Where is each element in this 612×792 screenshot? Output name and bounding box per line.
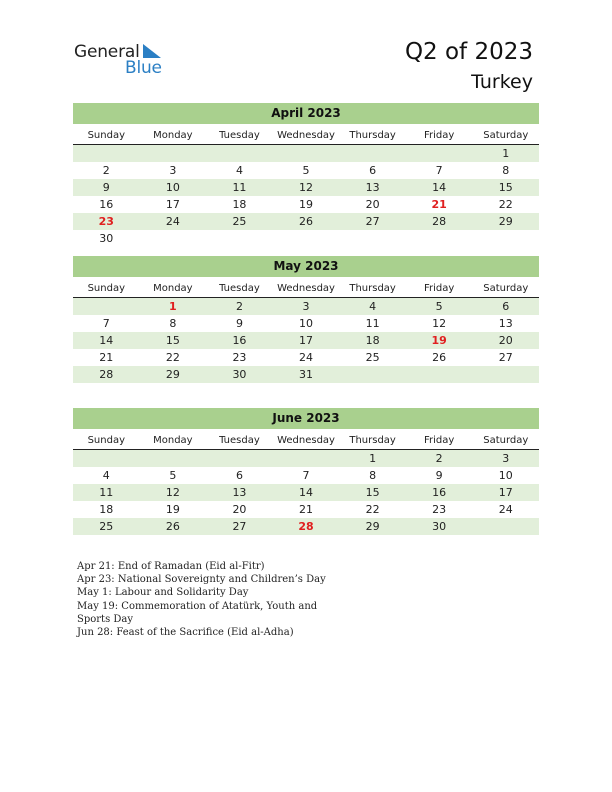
weekday-label: Wednesday	[277, 283, 335, 294]
logo-text-blue: Blue	[125, 58, 162, 78]
week-row	[73, 145, 539, 162]
country-name: Turkey	[471, 71, 533, 93]
day-cell: 11	[99, 486, 114, 499]
weekday-label: Thursday	[349, 435, 396, 446]
day-cell: 6	[369, 164, 377, 177]
day-cell: 1	[502, 147, 510, 160]
day-cell: 1	[369, 452, 377, 465]
day-cell: 3	[502, 452, 510, 465]
day-cell: 9	[102, 181, 110, 194]
weekday-label: Friday	[424, 283, 455, 294]
day-cell: 4	[369, 300, 377, 313]
holiday-day-cell: 23	[98, 215, 114, 228]
quarter-title: Q2 of 2023	[404, 39, 533, 65]
day-cell	[472, 366, 539, 383]
day-cell: 14	[299, 486, 314, 499]
day-cell: 28	[99, 368, 114, 381]
weekday-label: Thursday	[349, 130, 396, 141]
day-cell: 22	[365, 503, 380, 516]
day-cell: 27	[498, 351, 513, 364]
day-cell: 10	[299, 317, 314, 330]
month-title: May 2023	[73, 256, 539, 277]
weekday-label: Saturday	[483, 435, 529, 446]
month-calendar	[73, 256, 539, 383]
day-cell: 6	[235, 469, 243, 482]
day-cell: 12	[432, 317, 447, 330]
day-cell: 2	[435, 452, 443, 465]
week-row	[73, 349, 539, 366]
week-row	[73, 501, 539, 518]
day-cell: 7	[102, 317, 110, 330]
day-cell	[339, 145, 406, 162]
day-cell	[406, 145, 473, 162]
week-row	[73, 518, 539, 535]
day-cell: 14	[432, 181, 447, 194]
day-cell: 9	[435, 469, 443, 482]
day-cell	[339, 366, 406, 383]
day-cell: 3	[302, 300, 310, 313]
day-cell: 30	[99, 232, 114, 245]
day-cell	[73, 145, 140, 162]
day-cell: 11	[232, 181, 247, 194]
day-cell: 26	[432, 351, 447, 364]
day-cell: 22	[165, 351, 180, 364]
weekday-label: Tuesday	[219, 435, 260, 446]
week-row	[73, 196, 539, 213]
day-cell: 9	[235, 317, 243, 330]
day-cell	[472, 518, 539, 535]
day-cell	[472, 230, 539, 247]
day-cell: 30	[232, 368, 247, 381]
day-cell: 12	[299, 181, 314, 194]
weekday-label: Friday	[424, 435, 455, 446]
day-cell: 27	[232, 520, 247, 533]
day-cell	[273, 230, 340, 247]
day-cell: 24	[299, 351, 314, 364]
day-cell: 6	[502, 300, 510, 313]
day-cell: 17	[165, 198, 180, 211]
holiday-notes	[77, 560, 347, 639]
day-cell: 17	[498, 486, 513, 499]
day-cell: 16	[99, 198, 114, 211]
weekday-label: Saturday	[483, 130, 529, 141]
day-cell	[140, 450, 207, 467]
day-cell: 5	[169, 469, 177, 482]
month-calendar	[73, 408, 539, 535]
day-cell: 20	[365, 198, 380, 211]
day-cell: 20	[498, 334, 513, 347]
day-cell: 7	[435, 164, 443, 177]
day-cell: 16	[432, 486, 447, 499]
day-cell	[339, 230, 406, 247]
day-cell: 11	[365, 317, 380, 330]
holiday-note: May 1: Labour and Solidarity Day	[77, 587, 249, 599]
day-cell: 8	[369, 469, 377, 482]
week-row	[73, 484, 539, 501]
day-cell: 15	[498, 181, 513, 194]
weekday-label: Monday	[153, 130, 193, 141]
day-cell: 21	[99, 351, 114, 364]
day-cell: 21	[299, 503, 314, 516]
day-cell	[206, 450, 273, 467]
week-row	[73, 162, 539, 179]
weekday-label: Monday	[153, 435, 193, 446]
day-cell	[406, 366, 473, 383]
day-cell: 30	[432, 520, 447, 533]
day-cell: 15	[365, 486, 380, 499]
day-cell: 7	[302, 469, 310, 482]
weekday-label: Tuesday	[219, 283, 260, 294]
day-cell: 5	[302, 164, 310, 177]
weekday-label: Thursday	[349, 283, 396, 294]
weekday-label: Sunday	[87, 130, 125, 141]
day-cell: 25	[365, 351, 380, 364]
weekday-label: Friday	[424, 130, 455, 141]
day-cell: 29	[165, 368, 180, 381]
day-cell: 3	[169, 164, 177, 177]
weekday-label: Wednesday	[277, 435, 335, 446]
day-cell: 5	[435, 300, 443, 313]
logo	[74, 42, 174, 78]
day-cell: 24	[498, 503, 513, 516]
holiday-note: Apr 21: End of Ramadan (Eid al-Fitr)	[77, 561, 265, 572]
day-cell: 14	[99, 334, 114, 347]
day-cell	[140, 145, 207, 162]
day-cell: 26	[299, 215, 314, 228]
day-cell: 2	[235, 300, 243, 313]
month-calendar	[73, 103, 539, 247]
day-cell: 15	[165, 334, 180, 347]
day-cell: 29	[365, 520, 380, 533]
day-cell: 16	[232, 334, 247, 347]
week-row	[73, 213, 539, 230]
day-cell	[73, 298, 140, 315]
week-row	[73, 315, 539, 332]
month-title: June 2023	[73, 408, 539, 429]
weekday-label: Saturday	[483, 283, 529, 294]
week-row	[73, 230, 539, 247]
day-cell: 10	[165, 181, 180, 194]
week-row	[73, 467, 539, 484]
day-cell: 22	[498, 198, 513, 211]
day-cell: 18	[365, 334, 380, 347]
day-cell: 27	[365, 215, 380, 228]
day-cell: 17	[299, 334, 314, 347]
day-cell	[406, 230, 473, 247]
day-cell	[206, 145, 273, 162]
weekday-label: Monday	[153, 283, 193, 294]
holiday-note: May 19: Commemoration of Atatürk, Youth and Sports Day	[77, 600, 318, 625]
day-cell: 18	[232, 198, 247, 211]
day-cell: 25	[232, 215, 247, 228]
day-cell: 18	[99, 503, 114, 516]
day-cell: 8	[169, 317, 177, 330]
day-cell: 4	[235, 164, 243, 177]
day-cell	[73, 450, 140, 467]
weekday-header-row	[73, 128, 539, 145]
day-cell: 12	[165, 486, 180, 499]
day-cell: 10	[498, 469, 513, 482]
day-cell: 24	[165, 215, 180, 228]
holiday-note: Jun 28: Feast of the Sacrifice (Eid al-Adha)	[77, 627, 294, 639]
day-cell	[140, 230, 207, 247]
day-cell: 28	[432, 215, 447, 228]
day-cell: 2	[102, 164, 110, 177]
holiday-day-cell: 28	[298, 520, 314, 533]
weekday-label: Tuesday	[219, 130, 260, 141]
week-row	[73, 332, 539, 349]
day-cell: 13	[232, 486, 247, 499]
day-cell: 23	[232, 351, 247, 364]
day-cell: 19	[299, 198, 314, 211]
weekday-header-row	[73, 433, 539, 450]
day-cell: 26	[165, 520, 180, 533]
day-cell: 20	[232, 503, 247, 516]
day-cell: 25	[99, 520, 114, 533]
week-row	[73, 450, 539, 467]
day-cell	[273, 450, 340, 467]
week-row	[73, 298, 539, 315]
logo-triangle-icon	[142, 43, 162, 59]
holiday-day-cell: 1	[169, 300, 177, 313]
day-cell: 8	[502, 164, 510, 177]
day-cell	[273, 145, 340, 162]
day-cell: 23	[432, 503, 447, 516]
weekday-label: Sunday	[87, 435, 125, 446]
weekday-label: Sunday	[87, 283, 125, 294]
weekday-label: Wednesday	[277, 130, 335, 141]
day-cell: 4	[102, 469, 110, 482]
holiday-day-cell: 21	[431, 198, 447, 211]
day-cell: 31	[299, 368, 314, 381]
holiday-day-cell: 19	[431, 334, 447, 347]
day-cell: 13	[365, 181, 380, 194]
holiday-note: Apr 23: National Sovereignty and Children’s Day	[77, 574, 326, 586]
week-row	[73, 179, 539, 196]
day-cell: 29	[498, 215, 513, 228]
day-cell: 19	[165, 503, 180, 516]
day-cell: 13	[498, 317, 513, 330]
weekday-header-row	[73, 281, 539, 298]
day-cell	[206, 230, 273, 247]
logo-text-general: General	[74, 42, 140, 62]
week-row	[73, 366, 539, 383]
month-title: April 2023	[73, 103, 539, 124]
